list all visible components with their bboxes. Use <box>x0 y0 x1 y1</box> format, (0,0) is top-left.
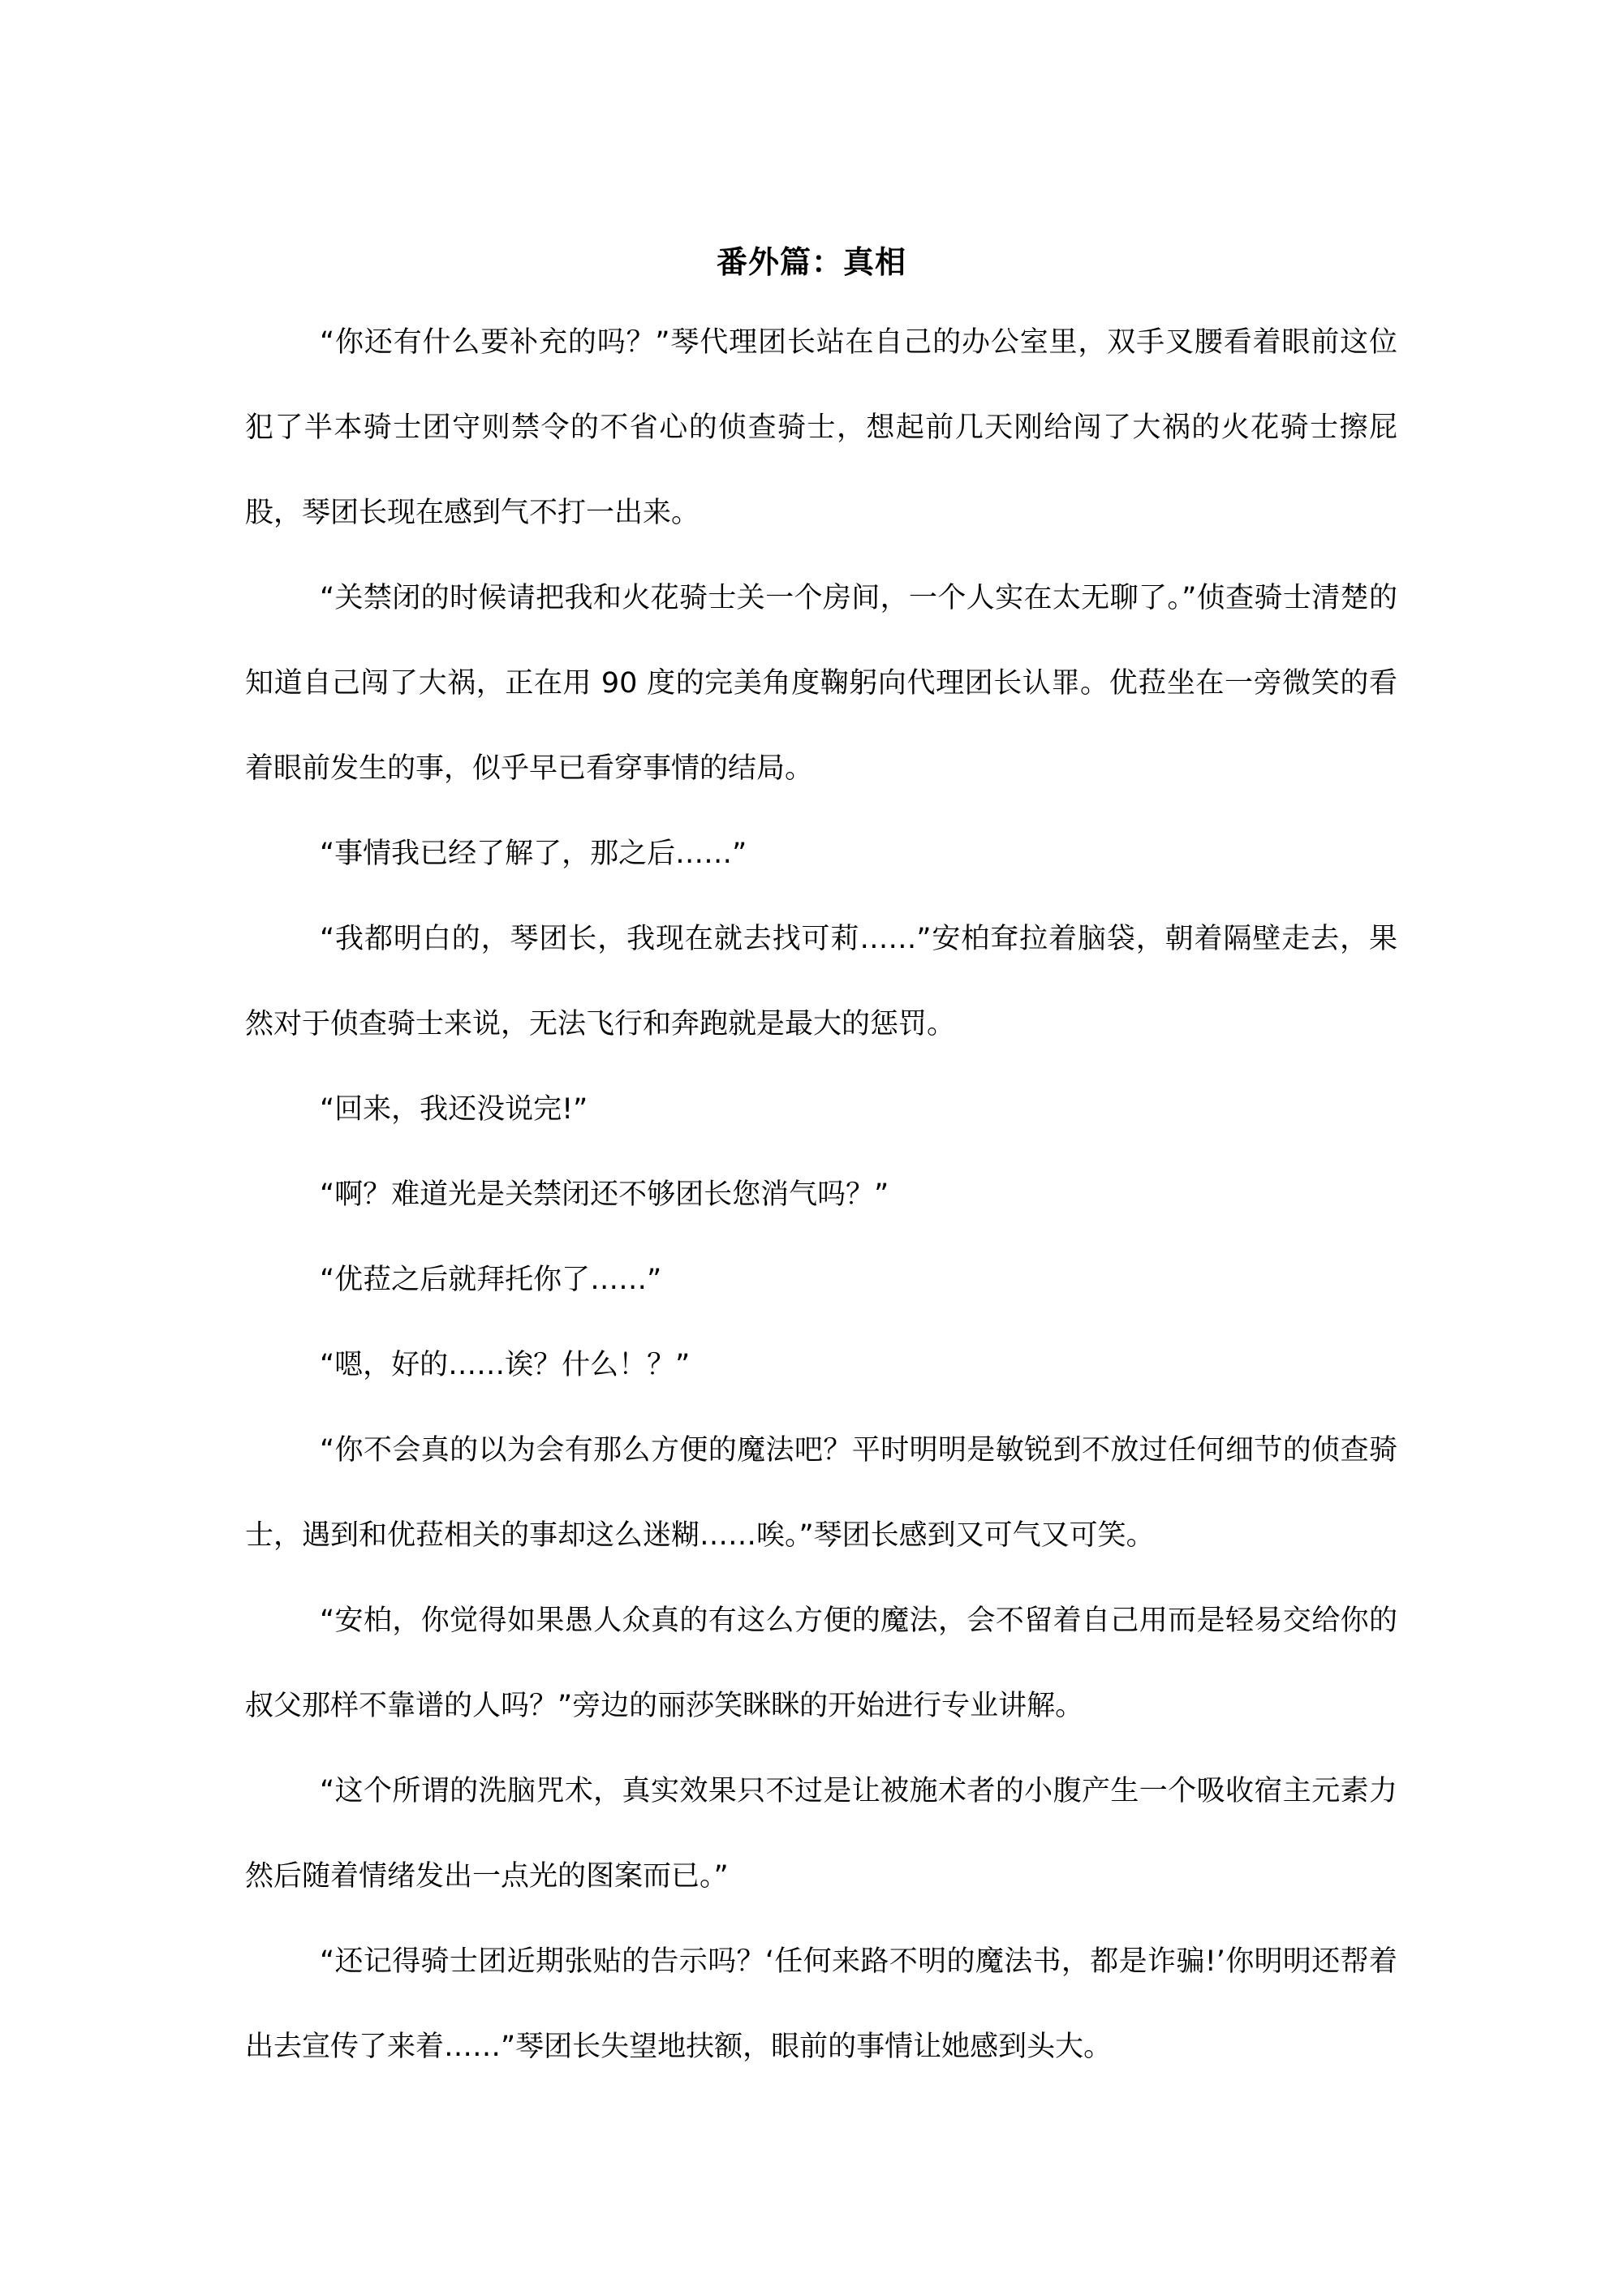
paragraph: “啊？难道光是关禁闭还不够团长您消气吗？” <box>320 1178 889 1211</box>
paragraph: “还记得骑士团近期张贴的告示吗？‘任何来路不明的魔法书，都是诈骗!’你明明还帮着出去宣传了来着……”琴团长失望地扶额，眼前的事情让她感到头大。 <box>245 1945 1397 2063</box>
paragraph: “这个所谓的洗脑咒术，真实效果只不过是让被施术者的小腹产生一个吸收宿主元素力然后随着情绪发出一点光的图案而已。” <box>245 1775 1397 1893</box>
paragraph: “我都明白的，琴团长，我现在就去找可莉……”安柏耷拉着脑袋，朝着隔壁走去，果然对于侦查骑士来说，无法飞行和奔跑就是最大的惩罚。 <box>245 923 1397 1040</box>
paragraph: “回来，我还没说完!” <box>320 1093 588 1126</box>
paragraph: “你不会真的以为会有那么方便的魔法吧？平时明明是敏锐到不放过任何细节的侦查骑士，遇到和优菈相关的事却这么迷糊……唉。”琴团长感到又可气又可笑。 <box>245 1434 1397 1552</box>
chapter-title: 番外篇：真相 <box>716 244 906 281</box>
paragraph: “事情我已经了解了，那之后……” <box>320 838 747 870</box>
paragraph: “关禁闭的时候请把我和火花骑士关一个房间，一个人实在太无聊了。”侦查骑士清楚的知道自己闯了大祸，正在用 90 度的完美角度鞠躬向代理团长认罪。优菈坐在一旁微笑的看着眼前发生的事，似乎早已看穿事情的结局。 <box>245 582 1397 785</box>
paragraph: “安柏，你觉得如果愚人众真的有这么方便的魔法，会不留着自己用而是轻易交给你的叔父那样不靠谱的人吗？”旁边的丽莎笑眯眯的开始进行专业讲解。 <box>245 1605 1397 1722</box>
paragraph: “优菈之后就拜托你了……” <box>320 1264 662 1296</box>
paragraph: “嗯，好的……诶？什么！？” <box>320 1349 691 1381</box>
chapter-body <box>245 300 1397 2090</box>
paragraph: “你还有什么要补充的吗？”琴代理团长站在自己的办公室里，双手叉腰看着眼前这位犯了半本骑士团守则禁令的不省心的侦查骑士，想起前几天刚给闯了大祸的火花骑士擦屁股，琴团长现在感到气不打一出来。 <box>245 326 1397 529</box>
